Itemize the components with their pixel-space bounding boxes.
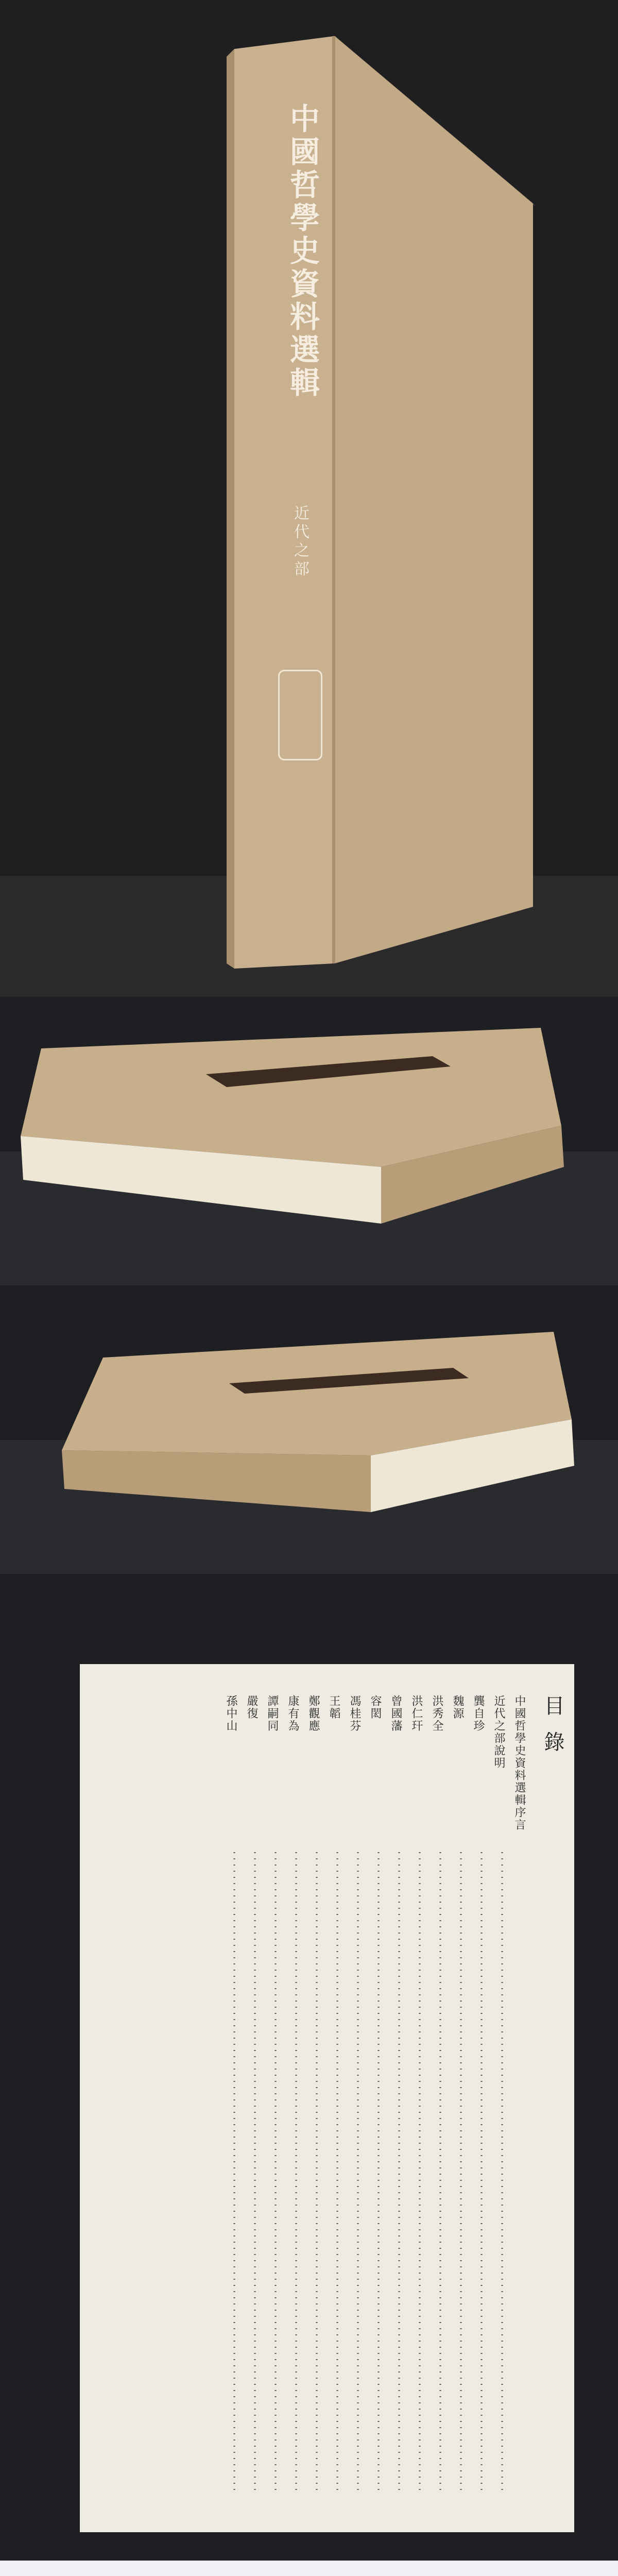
toc-entry: 龔自珍 xyxy=(472,1695,485,1732)
photo-side-2 xyxy=(0,1285,618,1574)
toc-entry: 容閎 xyxy=(369,1695,382,1720)
toc-entry: 鄭觀應 xyxy=(307,1695,320,1732)
spine-label-box xyxy=(278,670,322,760)
toc-heading: 目錄 xyxy=(541,1695,564,1767)
spine-subtitle: 近代之部 xyxy=(291,505,309,579)
side-photo-1-svg xyxy=(0,997,618,1285)
toc-entry: 王韜 xyxy=(328,1695,340,1720)
photo-side-1 xyxy=(0,997,618,1285)
toc-entry: 譚嗣同 xyxy=(266,1695,279,1732)
side-photo-2-svg xyxy=(0,1285,618,1574)
toc-entry: 嚴復 xyxy=(245,1695,258,1720)
toc-entry: 洪仁玕 xyxy=(410,1695,423,1732)
toc-entry: 馮桂芬 xyxy=(348,1695,361,1732)
spine-title: 中國哲學史資料選輯 xyxy=(285,103,320,400)
toc-entry: 曾國藩 xyxy=(389,1695,402,1732)
toc-entry: 孫中山 xyxy=(225,1695,237,1732)
toc-entry: 洪秀全 xyxy=(431,1695,443,1732)
photo-toc-page xyxy=(0,1574,618,2561)
toc-entry: 魏源 xyxy=(451,1695,464,1720)
toc-entry: 康有為 xyxy=(286,1695,299,1732)
photo-open-book-1 xyxy=(0,2561,618,2576)
toc-entry: 中國哲學史資料選輯序言 xyxy=(513,1695,526,1831)
open-book-1-svg xyxy=(0,2561,618,2576)
photo-spine xyxy=(0,0,618,997)
toc-entry: 近代之部說明 xyxy=(492,1695,505,1769)
